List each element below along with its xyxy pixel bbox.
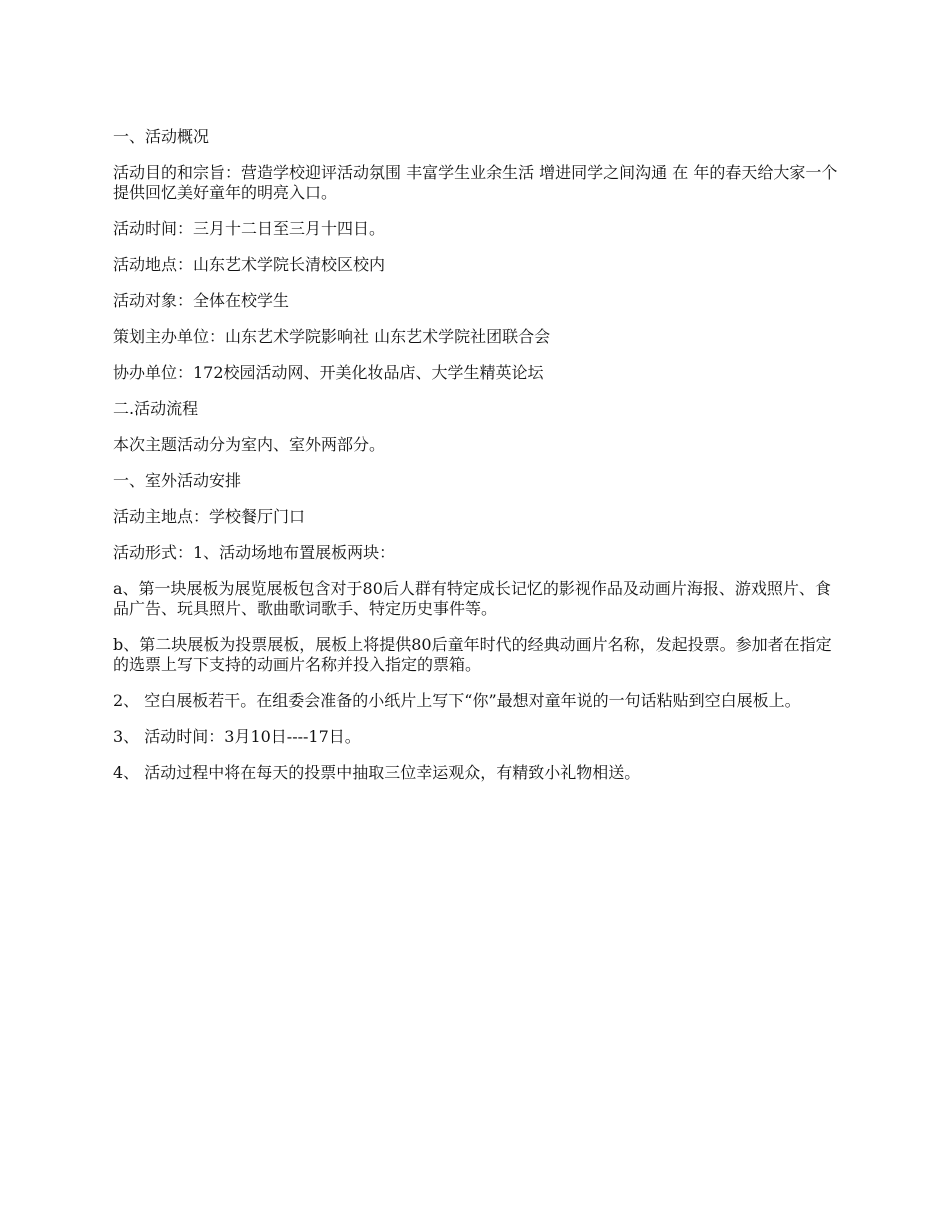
paragraph-board-b: b、第二块展板为投票展板，展板上将提供80后童年时代的经典动画片名称，发起投票。参加者在指定的选票上写下支持的动画片名称并投入指定的票箱。 bbox=[113, 635, 832, 674]
paragraph-co-organizer: 协办单位：172校园活动网、开美化妆品店、大学生精英论坛 bbox=[113, 363, 544, 382]
paragraph-item-3: 3、 活动时间：3月10日----17日。 bbox=[113, 727, 361, 746]
paragraph-board-a: a、第一块展板为展览展板包含对于80后人群有特定成长记忆的影视作品及动画片海报、游戏照片、食品广告、玩具照片、歌曲歌词歌手、特定历史事件等。 bbox=[113, 579, 831, 618]
paragraph-format: 活动形式：1、活动场地布置展板两块： bbox=[113, 543, 396, 562]
paragraph-purpose: 活动目的和宗旨：营造学校迎评活动氛围 丰富学生业余生活 增进同学之间沟通 在 年的春天给大家一个提供回忆美好童年的明亮入口。 bbox=[113, 163, 838, 202]
section-heading-process: 二.活动流程 bbox=[113, 399, 199, 418]
paragraph-audience: 活动对象：全体在校学生 bbox=[113, 291, 290, 310]
paragraph-location: 活动地点：山东艺术学院长清校区校内 bbox=[113, 255, 386, 274]
paragraph-time: 活动时间：三月十二日至三月十四日。 bbox=[113, 219, 386, 238]
paragraph-item-4: 4、 活动过程中将在每天的投票中抽取三位幸运观众，有精致小礼物相送。 bbox=[113, 763, 641, 782]
section-heading-overview: 一、活动概况 bbox=[113, 127, 210, 146]
paragraph-item-2: 2、 空白展板若干。在组委会准备的小纸片上写下“你”最想对童年说的一句话粘贴到空白展板上。 bbox=[113, 691, 801, 710]
paragraph-main-location: 活动主地点：学校餐厅门口 bbox=[113, 507, 306, 526]
paragraph-parts: 本次主题活动分为室内、室外两部分。 bbox=[113, 435, 386, 454]
section-heading-outdoor: 一、室外活动安排 bbox=[113, 471, 242, 490]
document-body bbox=[113, 127, 843, 799]
paragraph-organizer: 策划主办单位：山东艺术学院影响社 山东艺术学院社团联合会 bbox=[113, 327, 551, 346]
